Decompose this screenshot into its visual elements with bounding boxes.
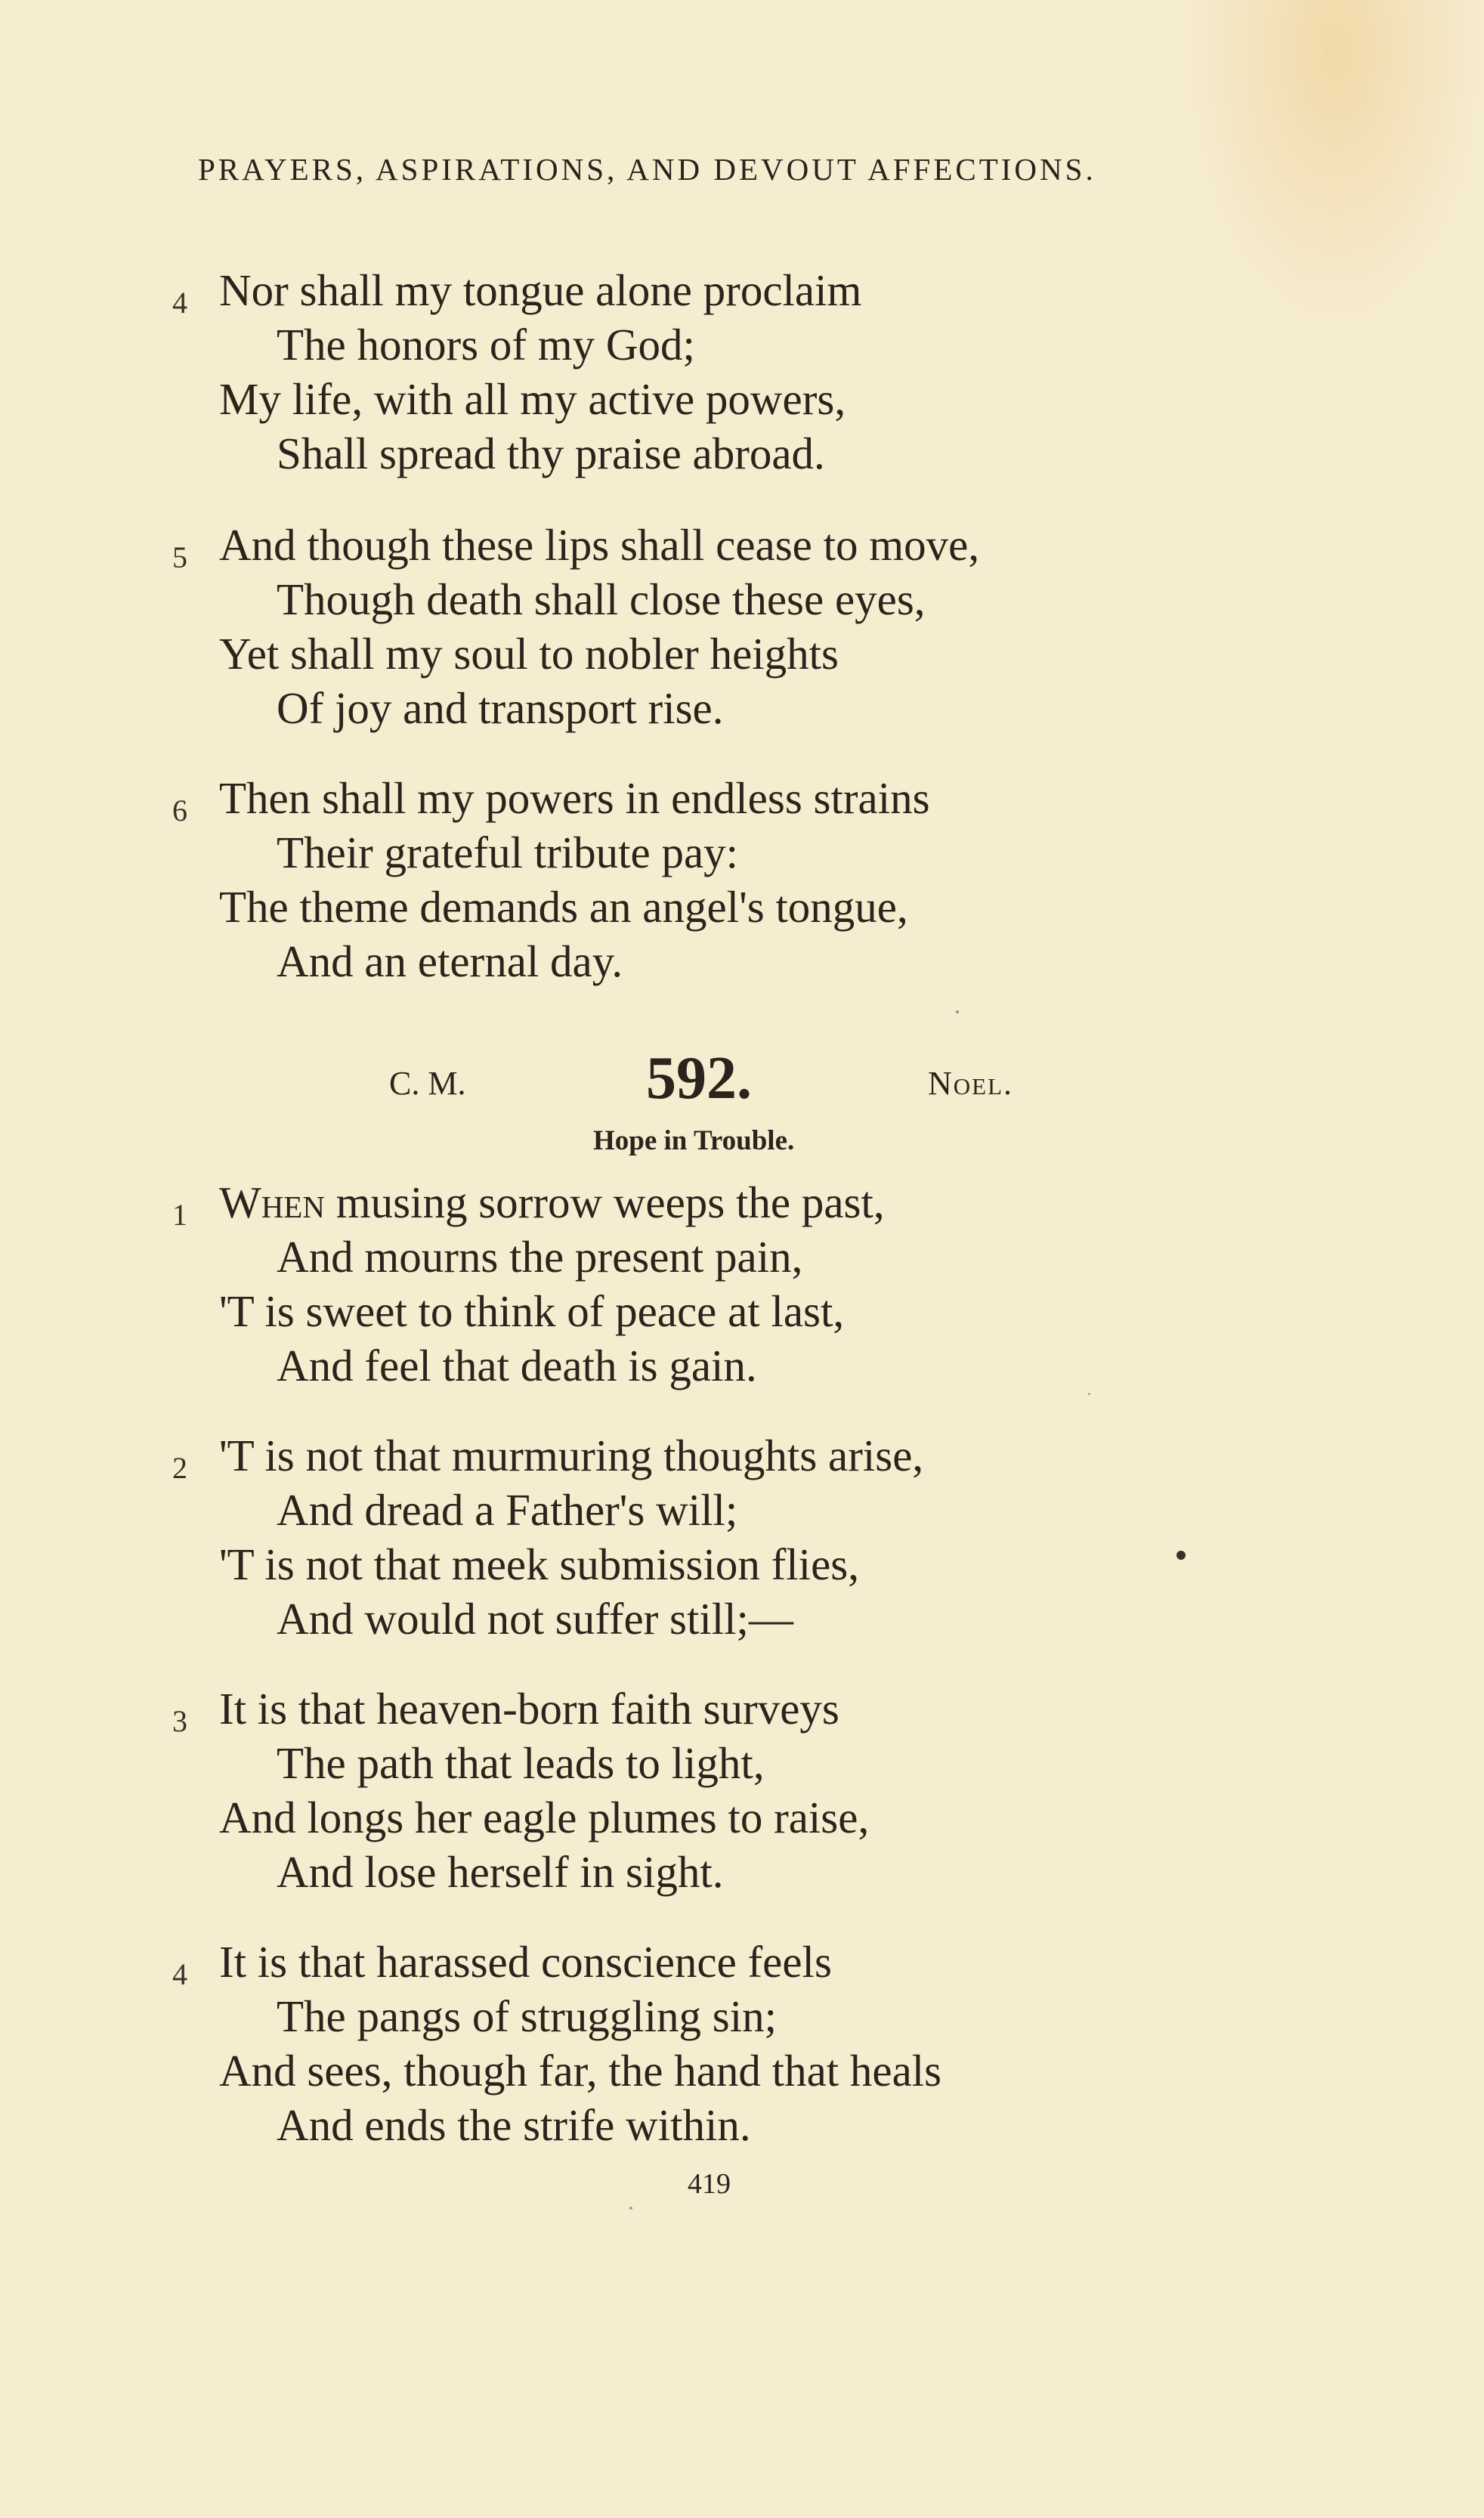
verse-line: And ends the strife within.	[277, 2100, 751, 2150]
verse-line: When musing sorrow weeps the past,	[219, 1177, 885, 1227]
verse-line: Nor shall my tongue alone proclaim	[219, 265, 862, 315]
verse-line: And mourns the present pain,	[277, 1232, 803, 1282]
verse-line: 'T is not that murmuring thoughts arise,	[219, 1431, 924, 1480]
stanza-number: 3	[172, 1704, 187, 1738]
verse-line: It is that harassed conscience feels	[219, 1937, 832, 1987]
verse-line: Yet shall my soul to nobler heights	[219, 629, 839, 679]
tune-name: Noel.	[928, 1065, 1014, 1102]
hymn-number: 592.	[646, 1045, 752, 1112]
stanza-number: 1	[172, 1198, 187, 1232]
verse-line: 'T is sweet to think of peace at last,	[219, 1286, 845, 1336]
verse-line: The theme demands an angel's tongue,	[219, 882, 908, 932]
verse-line: The path that leads to light,	[277, 1738, 765, 1788]
hymn-header	[0, 1044, 1484, 1112]
verse-line: And longs her eagle plumes to raise,	[219, 1793, 870, 1842]
hymn-subtitle: Hope in Trouble.	[593, 1125, 795, 1156]
hymn-meter: C. M.	[389, 1065, 466, 1102]
verse-line: And would not suffer still;—	[277, 1594, 793, 1644]
ink-speck	[629, 2207, 632, 2210]
running-head: PRAYERS, ASPIRATIONS, AND DEVOUT AFFECTIONS.	[198, 152, 1096, 187]
stanza-number: 4	[172, 286, 187, 320]
stanza-number: 4	[172, 1957, 187, 1991]
verse-line: And lose herself in sight.	[277, 1847, 724, 1897]
verse-line: Though death shall close these eyes,	[277, 574, 926, 624]
verse-line: 'T is not that meek submission flies,	[219, 1539, 859, 1589]
stanza-number: 5	[172, 540, 187, 574]
stanza-number: 2	[172, 1451, 187, 1485]
page-number: 419	[688, 2168, 731, 2200]
verse-line: And dread a Father's will;	[277, 1485, 738, 1535]
verse-line: The pangs of struggling sin;	[277, 1991, 778, 2041]
verse-line: Then shall my powers in endless strains	[219, 773, 930, 823]
verse-line: Shall spread thy praise abroad.	[277, 428, 825, 478]
ink-speck	[956, 1010, 959, 1013]
verse-line: Of joy and transport rise.	[277, 683, 724, 733]
verse-line: It is that heaven-born faith surveys	[219, 1684, 839, 1734]
verse-line: And an eternal day.	[277, 936, 623, 986]
verse-line: And though these lips shall cease to move,	[219, 520, 980, 570]
verse-line: My life, with all my active powers,	[219, 374, 846, 424]
verse-line: Their grateful tribute pay:	[277, 827, 739, 877]
ink-speck	[1088, 1393, 1090, 1395]
stanza-number: 6	[172, 793, 187, 827]
ink-speck	[1176, 1551, 1186, 1560]
verse-line: And feel that death is gain.	[277, 1341, 757, 1390]
verse-line: And sees, though far, the hand that heals	[219, 2046, 942, 2096]
verse-line: The honors of my God;	[277, 320, 695, 370]
